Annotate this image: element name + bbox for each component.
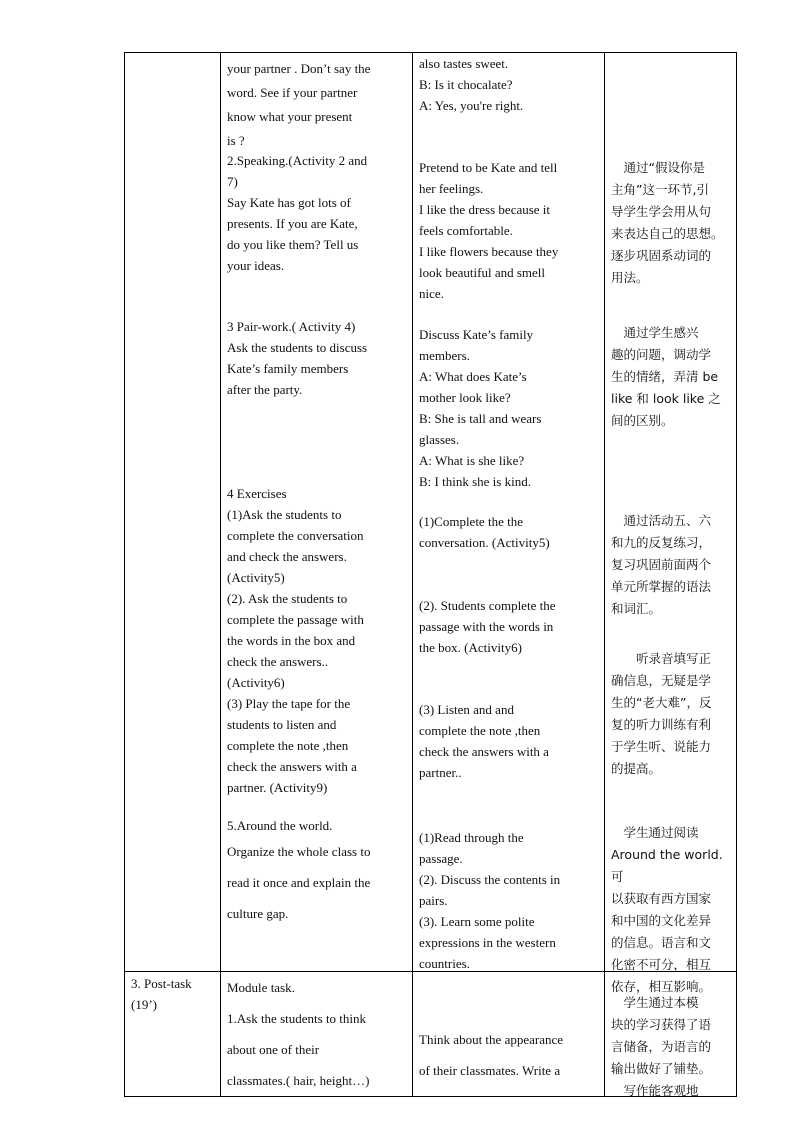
text-line: countries. <box>419 956 470 971</box>
exercise-3-block <box>419 699 595 783</box>
text-line: 生的情绪，弄清 be <box>611 369 719 384</box>
text-line: (3). Learn some polite <box>419 914 535 929</box>
text-line: (2). Discuss the contents in <box>419 872 561 887</box>
text-line: 4 Exercises <box>227 486 287 501</box>
text-line: Pretend to be Kate and tell <box>419 160 558 175</box>
text-line: is ? <box>227 133 245 148</box>
text-line: (1)Complete the the <box>419 514 523 529</box>
text-line: complete the passage with <box>227 612 364 627</box>
text-line: A: What does Kate’s <box>419 369 527 384</box>
text-line: mother look like? <box>419 390 511 405</box>
text-line: presents. If you are Kate, <box>227 216 358 231</box>
text-line: nice. <box>419 286 444 301</box>
dialogue-block <box>419 53 595 116</box>
text-line: partner. (Activity9) <box>227 780 328 795</box>
text-line: her feelings. <box>419 181 484 196</box>
text-line: do you like them? Tell us <box>227 237 359 252</box>
reading-block <box>419 827 595 974</box>
text-line: B: I think she is kind. <box>419 474 531 489</box>
text-line: (Activity6) <box>227 675 285 690</box>
design-note-5 <box>611 822 729 998</box>
text-line: Discuss Kate’s family <box>419 327 534 342</box>
text-line: (2). Ask the students to <box>227 591 348 606</box>
text-line: 和中国的文化差异 <box>611 913 712 928</box>
text-line: 通过活动五、六 <box>611 513 712 528</box>
text-line: your partner . Don’t say the <box>227 61 371 76</box>
text-line: 通过“假设你是 <box>611 160 705 175</box>
text-line: 7) <box>227 174 238 189</box>
pair-work-block <box>227 316 404 400</box>
text-line: after the party. <box>227 382 303 397</box>
text-line: check the answers.. <box>227 654 329 669</box>
design-note-6 <box>611 992 729 1102</box>
text-line: 言储备，为语言的 <box>611 1039 712 1054</box>
text-line: I like flowers because they <box>419 244 559 259</box>
table-column-divider <box>604 52 605 1097</box>
text-line: 间的区别。 <box>611 413 674 428</box>
module-task-block <box>227 972 404 1096</box>
table-column-divider <box>412 52 413 1097</box>
text-line: 和词汇。 <box>611 601 662 616</box>
text-line: word. See if your partner <box>227 85 358 100</box>
text-line: complete the conversation <box>227 528 364 543</box>
text-line: check the answers with a <box>227 759 357 774</box>
text-line: about one of their <box>227 1042 320 1057</box>
design-note-1 <box>611 157 729 289</box>
text-line: culture gap. <box>227 906 289 921</box>
stage-line: (19’) <box>131 997 157 1012</box>
text-line: 逐步巩固系动词的 <box>611 248 712 263</box>
text-line: 单元所掌握的语法 <box>611 579 712 594</box>
discuss-block <box>419 324 595 492</box>
text-line: 依存，相互影响。 <box>611 979 712 994</box>
text-line: Around the world.可 <box>611 847 723 884</box>
text-line: look beautiful and smell <box>419 265 546 280</box>
text-line: 3 Pair-work.( Activity 4) <box>227 319 356 334</box>
design-note-2 <box>611 322 729 432</box>
text-line: your ideas. <box>227 258 285 273</box>
design-note-4 <box>611 648 729 780</box>
text-line: complete the note ,then <box>419 723 541 738</box>
table-border-left <box>124 52 125 1097</box>
text-line: 5.Around the world. <box>227 818 333 833</box>
think-block <box>419 1024 595 1086</box>
exercise-2-block <box>419 595 595 658</box>
table-border-right <box>736 52 737 1097</box>
around-world-heading <box>227 815 404 836</box>
text-line: (1)Ask the students to <box>227 507 342 522</box>
text-line: Say Kate has got lots of <box>227 195 351 210</box>
text-line: B: Is it chocalate? <box>419 77 513 92</box>
text-line: and check the answers. <box>227 549 347 564</box>
around-world-block <box>227 836 404 929</box>
text-line: (2). Students complete the <box>419 598 556 613</box>
exercise-1-block <box>419 511 595 553</box>
text-line: 输出做好了铺垫。 <box>611 1061 712 1076</box>
text-line: the words in the box and <box>227 633 356 648</box>
text-line: 以获取有西方国家 <box>611 891 712 906</box>
text-line: read it once and explain the <box>227 875 371 890</box>
text-line: conversation. (Activity5) <box>419 535 550 550</box>
text-line: 用法。 <box>611 270 649 285</box>
text-line: Module task. <box>227 980 295 995</box>
text-line: know what your present <box>227 109 353 124</box>
text-line: 生的“老大难”，反 <box>611 695 712 710</box>
text-line: passage. <box>419 851 463 866</box>
text-line: pairs. <box>419 893 448 908</box>
stage-line: 3. Post-task <box>131 976 192 991</box>
text-line: partner.. <box>419 765 462 780</box>
text-line: 写作能客观地 <box>611 1083 699 1098</box>
text-line: 学生通过阅读 <box>611 825 699 840</box>
text-line: (3) Listen and and <box>419 702 514 717</box>
text-line: of their classmates. Write a <box>419 1063 561 1078</box>
text-line: 的信息。语言和文 <box>611 935 712 950</box>
text-line: 主角”这一环节,引 <box>611 182 709 197</box>
text-line: the box. (Activity6) <box>419 640 522 655</box>
text-line: 来表达自己的思想。 <box>611 226 724 241</box>
text-line: 确信息，无疑是学 <box>611 673 712 688</box>
text-line: (Activity5) <box>227 570 285 585</box>
text-line: 听录音填写正 <box>611 651 712 666</box>
text-line: glasses. <box>419 432 460 447</box>
text-line: 1.Ask the students to think <box>227 1011 367 1026</box>
text-line: expressions in the western <box>419 935 556 950</box>
text-line: passage with the words in <box>419 619 554 634</box>
text-line: classmates.( hair, height…) <box>227 1073 370 1088</box>
text-line: feels comfortable. <box>419 223 513 238</box>
exercises-block <box>227 483 404 798</box>
text-line: 和九的反复练习， <box>611 535 712 550</box>
stage-cell <box>131 973 213 1015</box>
text-line: 块的学习获得了语 <box>611 1017 712 1032</box>
speaking-activity-block <box>227 150 404 276</box>
text-line: 2.Speaking.(Activity 2 and <box>227 153 368 168</box>
text-line: 学生通过本模 <box>611 995 699 1010</box>
text-line: I like the dress because it <box>419 202 551 217</box>
text-line: (1)Read through the <box>419 830 524 845</box>
text-line: complete the note ,then <box>227 738 349 753</box>
table-column-divider <box>220 52 221 1097</box>
text-line: 化密不可分，相互 <box>611 957 712 972</box>
text-line: Organize the whole class to <box>227 844 371 859</box>
speaking-intro-block <box>227 57 404 153</box>
text-line: 导学生学会用从句 <box>611 204 712 219</box>
text-line: check the answers with a <box>419 744 549 759</box>
text-line: 趣的问题，调动学 <box>611 347 712 362</box>
text-line: Ask the students to discuss <box>227 340 368 355</box>
text-line: B: She is tall and wears <box>419 411 542 426</box>
text-line: like 和 look like 之 <box>611 391 721 406</box>
text-line: 通过学生感兴 <box>611 325 699 340</box>
text-line: A: What is she like? <box>419 453 525 468</box>
text-line: students to listen and <box>227 717 337 732</box>
text-line: A: Yes, you're right. <box>419 98 524 113</box>
text-line: (3) Play the tape for the <box>227 696 351 711</box>
text-line: 于学生听、说能力 <box>611 739 712 754</box>
text-line: Think about the appearance <box>419 1032 564 1047</box>
design-note-3 <box>611 510 729 620</box>
pretend-block <box>419 157 595 304</box>
text-line: 的提高。 <box>611 761 662 776</box>
text-line: also tastes sweet. <box>419 56 509 71</box>
text-line: 复的听力训练有利 <box>611 717 712 732</box>
text-line: 复习巩固前面两个 <box>611 557 712 572</box>
text-line: Kate’s family members <box>227 361 349 376</box>
text-line: members. <box>419 348 470 363</box>
